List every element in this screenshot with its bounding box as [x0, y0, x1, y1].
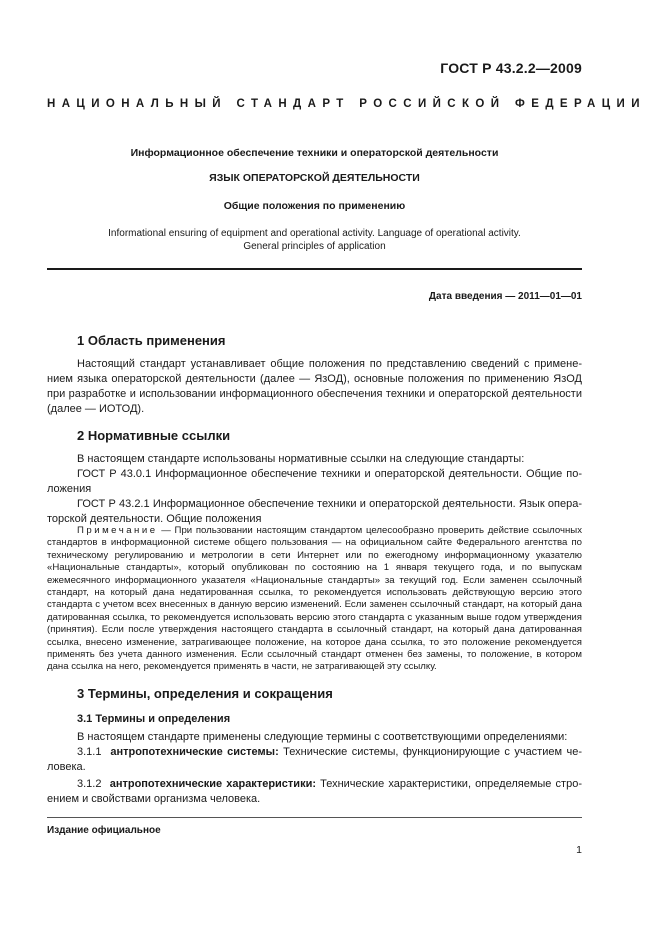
page-number: 1 — [576, 844, 582, 856]
english-title — [47, 227, 582, 253]
english-title-line-1: Informational ensuring of equipment and operational activity. Language of operational activity. — [108, 228, 521, 239]
note-text: — При пользовании настоящим стандартом целесообразно проверить действие ссылочных стандартов в информационной системе общего пользования — на официальном сайте Федерального агентства по техническому регулированию и метрологии в сети Интернет или по ежегодному информационному указателю «Национальные стандарты», который опубликован по состоянию на 1 января текущего года, и по выпускам ежемесячного информационного указателя «Национальные стандарты» за текущий год. Если заменен ссылочный стандарт, на который дана недатированная ссылка, то рекомендуется использовать действующую версию этого стандарта с учетом всех внесенных в данную версию изменений. Если заменен ссылочный стандарт, на который дана датированная ссылка, то рекомендуется использовать версию этого стандарта с указанным выше годом утверждения (принятия). Если после утверждения настоящего стандарта в ссылочный стандарт, на который дана датированная ссылка, внесено изменение, затрагивающее положение, на которое дана ссылка, то это положение рекомендуется применять без учета данного изменения. Если ссылочный стандарт отменен без замены, то положение, в котором дана ссылка на него, рекомендуется применять в части, не затрагивающей эту ссылку. — [47, 525, 582, 673]
section-2-reference-1: ГОСТ Р 43.0.1 Информационное обеспечение техники и операторской деятельности. Общие положения — [47, 468, 582, 495]
section-3-body — [47, 730, 582, 807]
title-line-2: ЯЗЫК ОПЕРАТОРСКОЙ ДЕЯТЕЛЬНОСТИ — [209, 172, 420, 184]
section-2-intro: В настоящем стандарте использованы нормативные ссылки на следующие стандарты: — [77, 453, 525, 465]
section-3-intro: В настоящем стандарте применены следующие термины с соответствующими определениями: — [77, 731, 568, 743]
term-3-1-1-number: 3.1.1 — [77, 746, 102, 758]
term-3-1-2-definition: Технические характеристики, определяемые строением и свойствами организма человека. — [47, 778, 582, 805]
term-3-1-2 — [47, 777, 582, 807]
section-2-body — [47, 452, 582, 527]
title-line-1: Информационное обеспечение техники и операторской деятельности — [130, 147, 499, 159]
title-line-3: Общие положения по применению — [223, 200, 406, 212]
english-title-line-2: General principles of application — [243, 241, 386, 252]
document-code: ГОСТ Р 43.2.2—2009 — [440, 60, 582, 76]
section-1-heading: 1 Область применения — [77, 333, 226, 348]
section-2-reference-2: ГОСТ Р 43.2.1 Информационное обеспечение техники и операторской деятельности. Язык операторской деятельности. Общие положения — [47, 498, 582, 525]
section-1-body — [47, 357, 582, 417]
footer-divider — [47, 817, 582, 818]
term-3-1-1 — [47, 745, 582, 775]
term-3-1-2-number: 3.1.2 — [77, 778, 102, 790]
section-1-paragraph: Настоящий стандарт устанавливает общие положения по представлению сведений с применением языка операторской деятельности (далее — ЯзОД), основные положения по применению ЯзОД при разработке и использовании информационного обеспечения техники и операторской деятельности (далее — ИОТОД). — [47, 358, 582, 415]
note-label: Примечание — [77, 525, 158, 536]
section-2-note — [47, 525, 582, 674]
subsection-3-1-heading: 3.1 Термины и определения — [77, 713, 231, 725]
term-3-1-1-name: антропотехнические системы: — [110, 746, 279, 758]
national-standard-banner: НАЦИОНАЛЬНЫЙ СТАНДАРТ РОССИЙСКОЙ ФЕДЕРАЦИИ — [47, 98, 646, 110]
section-2-heading: 2 Нормативные ссылки — [77, 428, 231, 443]
title-divider — [47, 268, 582, 270]
term-3-1-1-definition: Технические системы, функционирующие с участием человека. — [47, 746, 582, 773]
introduction-date: Дата введения — 2011—01—01 — [428, 291, 582, 302]
section-3-heading: 3 Термины, определения и сокращения — [77, 686, 333, 701]
term-3-1-2-name: антропотехнические характеристики: — [109, 778, 316, 790]
official-edition-label: Издание официальное — [47, 825, 161, 836]
